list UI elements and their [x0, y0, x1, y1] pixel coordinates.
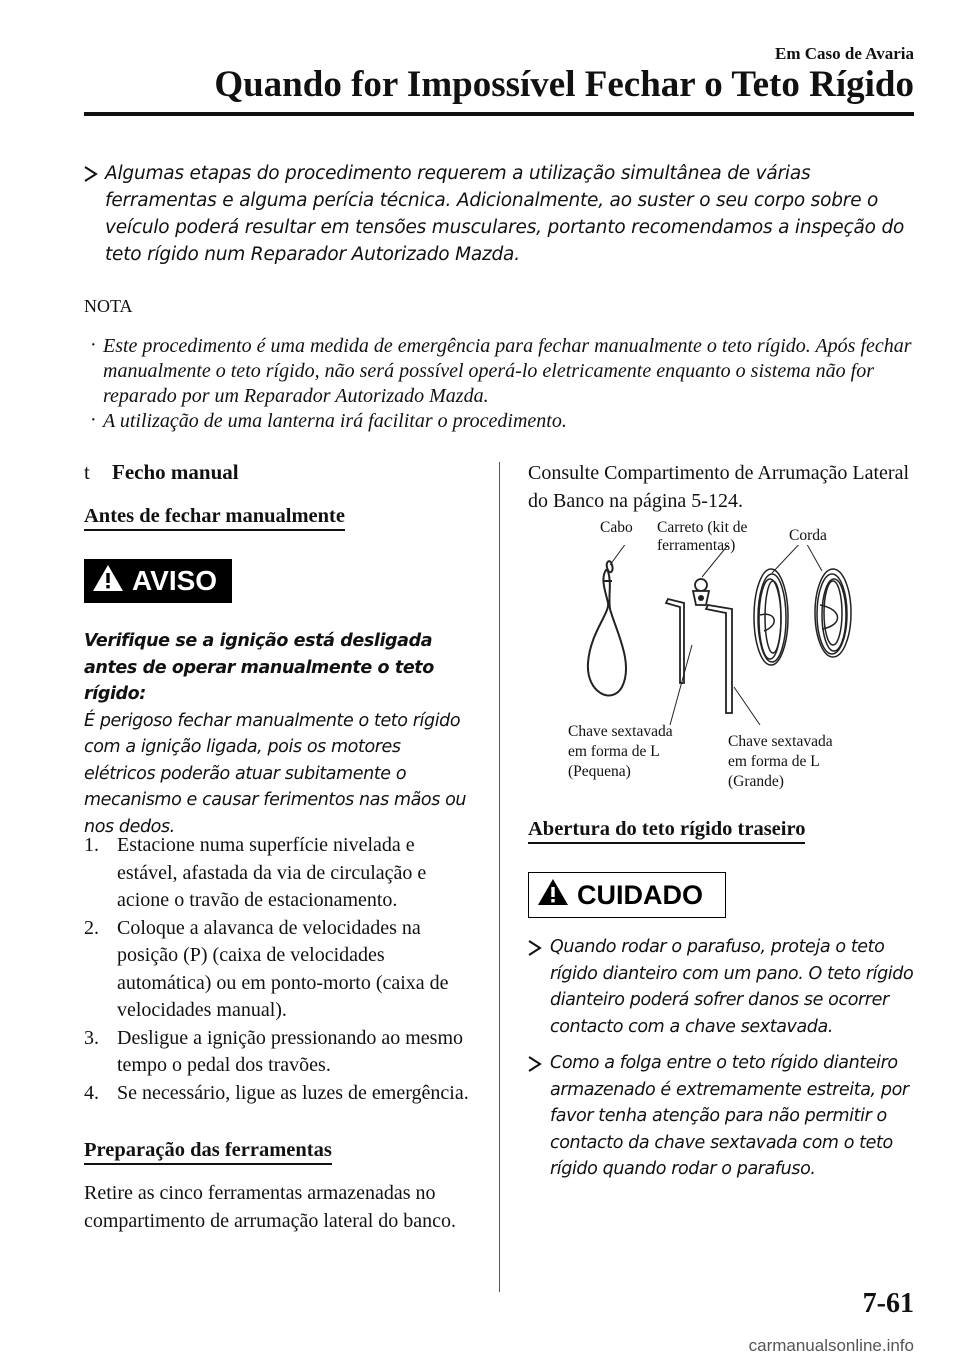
figure-leader-lines: [610, 545, 822, 725]
step-item: [84, 915, 479, 1025]
label-carreto-2: ferramentas): [657, 537, 736, 554]
cable-drawing: [588, 561, 626, 695]
aviso-bold-text: Verifique se a ignição está desligada antes de operar manualmente o teto rígido:: [84, 631, 434, 704]
tools-illustration: [560, 545, 900, 725]
subheading-text: Antes de fechar manualmente: [84, 505, 345, 531]
intro-text: Consulte Compartimento de Arrumação Lateral do Banco na página 5-124.: [528, 462, 909, 512]
warning-triangle-icon: [537, 878, 569, 913]
cuidado-item-text: Quando rodar o parafuso, proteja o teto rígido dianteiro com um pano. O teto rígido dianteiro poderá sofrer danos se ocorrer contacto com a chave sextavada.: [550, 937, 914, 1037]
header-rule: [84, 112, 914, 116]
label-cabo: Cabo: [600, 519, 633, 536]
step-text: Se necessário, ligue as luzes de emergência.: [117, 1081, 469, 1104]
page-number: 7-61: [862, 1288, 914, 1319]
subheading-tool-prep: [84, 1139, 469, 1165]
top-warning: [84, 160, 914, 268]
section-heading: [84, 460, 469, 485]
arrow-right-icon: [528, 1050, 542, 1081]
label-large-wrench-1: Chave sextavada: [728, 733, 833, 750]
step-number: 3.: [84, 1026, 99, 1049]
nota-item-text: A utilização de uma lanterna irá facilitar o procedimento.: [103, 410, 567, 432]
prep-text: Retire as cinco ferramentas armazenadas no compartimento de arrumação lateral do banco.: [84, 1182, 457, 1232]
label-small-wrench-3: (Pequena): [568, 763, 631, 780]
watermark: carmanualsonline.info: [748, 1336, 914, 1355]
subheading-text: Abertura do teto rígido traseiro: [528, 818, 805, 844]
nota-list: [84, 334, 914, 434]
step-text: Estacione numa superfície nivelada e estável, afastada da via de circulação e acione o travão de estacionamento.: [117, 834, 427, 911]
small-l-wrench-drawing: [666, 599, 684, 683]
gear-kit-drawing: [693, 579, 709, 605]
nota-title: NOTA: [84, 296, 133, 316]
label-large-wrench-2: em forma de L: [728, 753, 820, 770]
label-small-wrench-2: em forma de L: [568, 743, 660, 760]
step-text: Desligue a ignição pressionando ao mesmo tempo o pedal dos travões.: [117, 1026, 464, 1076]
large-l-wrench-drawing: [706, 605, 732, 713]
cuidado-list: [528, 934, 920, 1193]
nota-item-text: Este procedimento é uma medida de emergência para fechar manualmente o teto rígido. Após fechar manualmente o teto rígido, não será possível operá-lo eletricamente enquanto o sistema não for reparado por um Reparador Autorizado Mazda.: [103, 335, 912, 407]
steps-list: [84, 832, 479, 1107]
step-item: [84, 1080, 479, 1108]
cuidado-badge: [528, 872, 726, 918]
aviso-text: [84, 628, 474, 840]
bullet-dot-icon: ·: [90, 409, 97, 431]
nota-item: [84, 334, 914, 409]
column-divider: [499, 462, 500, 1292]
step-item: [84, 832, 479, 915]
label-corda: Corda: [789, 527, 827, 544]
arrow-right-icon: [528, 934, 542, 965]
step-number: 4.: [84, 1081, 99, 1104]
subheading-before-closing: [84, 505, 469, 531]
section-heading-text: Fecho manual: [112, 460, 239, 484]
bullet-dot-icon: ·: [90, 334, 97, 356]
cuidado-item: [528, 934, 920, 1040]
label-small-wrench-1: Chave sextavada: [568, 723, 673, 740]
section-marker: t: [84, 460, 90, 484]
subheading-rear-opening: [528, 818, 918, 844]
step-item: [84, 1025, 479, 1080]
step-number: 1.: [84, 834, 99, 856]
arrow-right-icon: [84, 160, 98, 190]
cuidado-item: [528, 1050, 920, 1183]
aviso-badge: [84, 559, 232, 603]
cuidado-label: CUIDADO: [577, 879, 703, 910]
nota-item: [84, 409, 914, 434]
label-large-wrench-3: (Grande): [728, 773, 784, 790]
step-text: Coloque a alavanca de velocidades na posição (P) (caixa de velocidades automática) ou em ponto-morto (caixa de velocidades manual).: [117, 916, 449, 1021]
warning-triangle-icon: [92, 564, 124, 599]
rope-coil-drawing: [754, 569, 788, 665]
aviso-body-text: É perigoso fechar manualmente o teto rígido com a ignição ligada, pois os motores elétricos poderão atuar subitamente o mecanismo e causar ferimentos nas mãos ou nos dedos.: [84, 710, 467, 837]
page-title: Quando for Impossível Fechar o Teto Rígido: [214, 64, 914, 105]
label-carreto-1: Carreto (kit de: [657, 519, 748, 536]
step-number: 2.: [84, 916, 99, 939]
cuidado-item-text: Como a folga entre o teto rígido dianteiro armazenado é extremamente estreita, por favor tenha atenção para não permitir o contacto da chave sextavada com o teto rígido quando rodar o parafuso.: [550, 1053, 909, 1179]
top-warning-text: Algumas etapas do procedimento requerem a utilização simultânea de várias ferramentas e alguma perícia técnica. Adicionalmente, ao suster o seu corpo sobre o veículo poderá resultar em tensões musculares, portanto recomendamos a inspeção do teto rígido num Reparador Autorizado Mazda.: [105, 163, 905, 265]
section-label: Em Caso de Avaria: [775, 44, 914, 63]
aviso-label: AVISO: [132, 565, 218, 596]
subheading-text: Preparação das ferramentas: [84, 1139, 332, 1165]
rope-coil-drawing: [815, 569, 851, 657]
